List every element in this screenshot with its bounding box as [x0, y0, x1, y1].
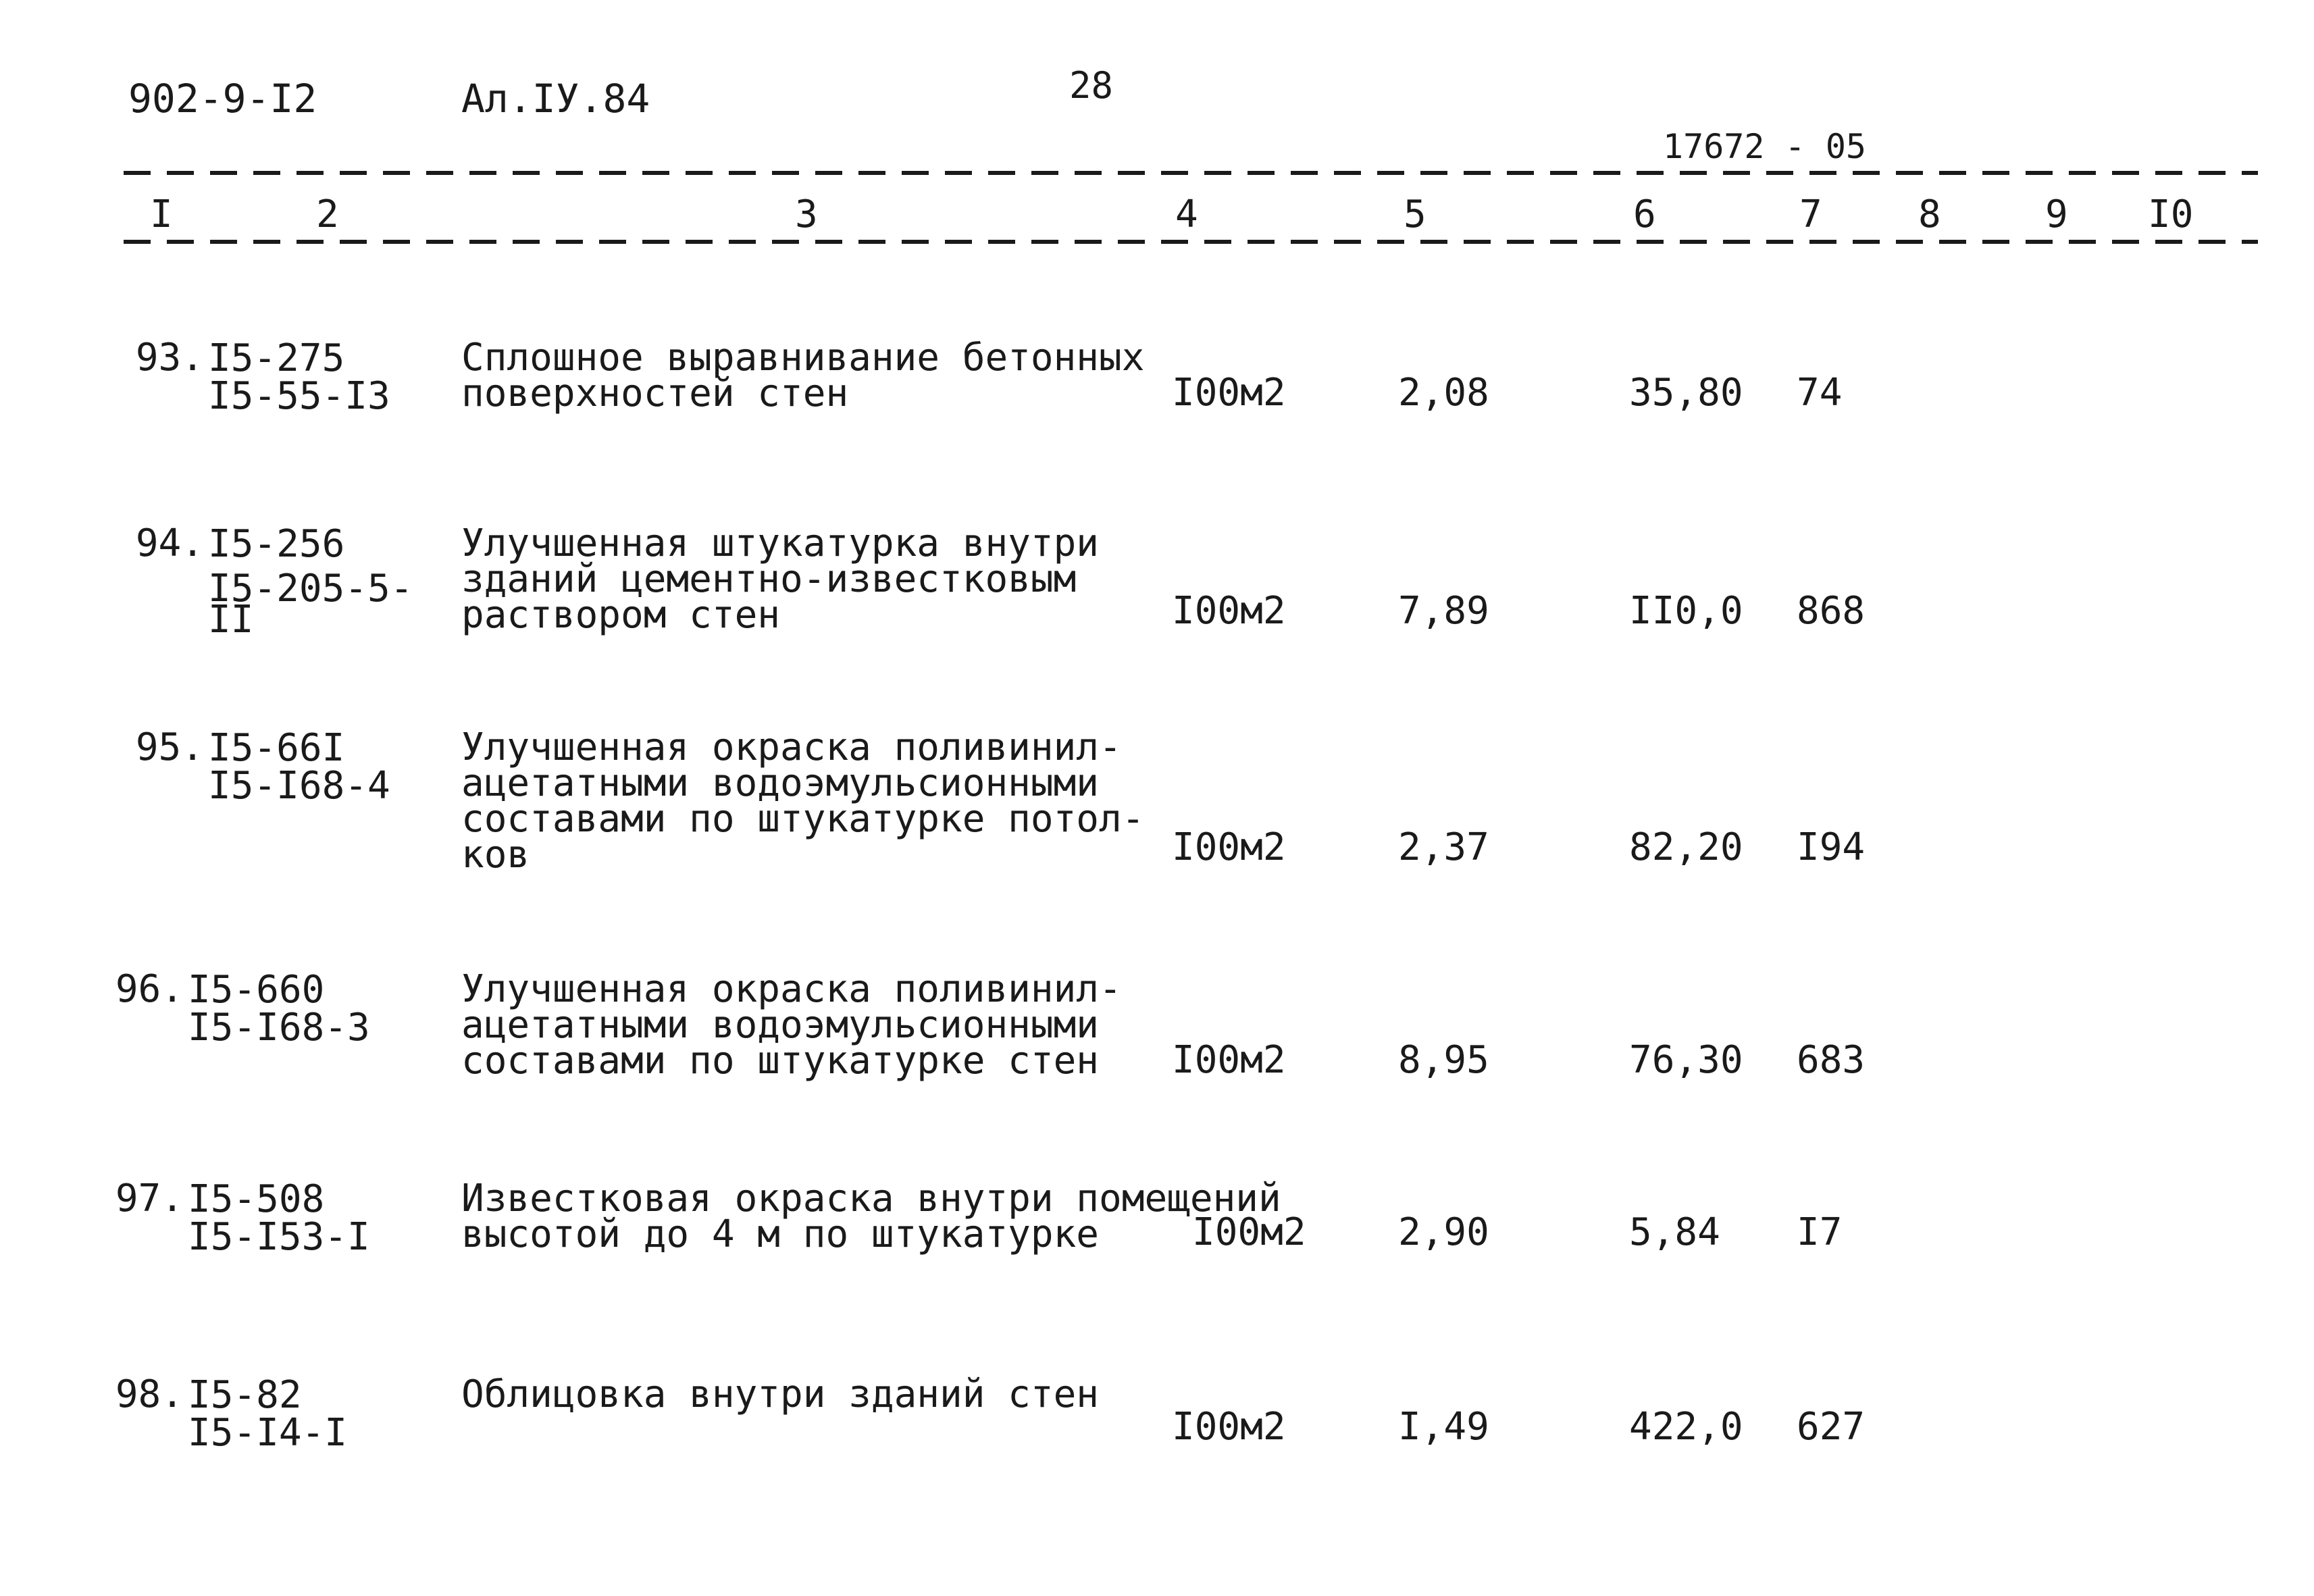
- column-number: 4: [1175, 192, 1198, 236]
- total-cell: 868: [1797, 589, 1866, 633]
- column-number: 3: [795, 192, 818, 236]
- album-number: Ал.IУ.84: [461, 76, 650, 122]
- total-cell: I94: [1797, 825, 1866, 869]
- total-cell: I7: [1797, 1210, 1843, 1254]
- header-rule-bottom: [124, 240, 2258, 244]
- unit-price-cell: 422,0: [1629, 1405, 1743, 1449]
- quantity-cell: 2,08: [1398, 371, 1489, 415]
- column-number: 8: [1918, 192, 1941, 236]
- work-description: Облицовка внутри зданий стен: [461, 1372, 1100, 1416]
- norm-codes: I5-275 I5-55-I3: [208, 336, 390, 418]
- unit-price-cell: II0,0: [1629, 589, 1743, 633]
- column-number: I0: [2148, 192, 2194, 236]
- total-cell: 683: [1797, 1038, 1866, 1082]
- document-number: 17672 - 05: [1663, 127, 1867, 166]
- column-number: 7: [1799, 192, 1822, 236]
- norm-codes: I5-66I I5-I68-4: [208, 726, 390, 808]
- column-number: 5: [1404, 192, 1426, 236]
- quantity-cell: 2,37: [1398, 825, 1489, 869]
- page-number: 28: [1069, 64, 1114, 107]
- unit-price-cell: 5,84: [1629, 1210, 1720, 1254]
- work-description: Улучшенная штукатурка внутри зданий цементно-известковым раствором стен: [461, 521, 1100, 637]
- unit-cell: I00м2: [1172, 1038, 1286, 1082]
- norm-codes: I5-508 I5-I53-I: [188, 1177, 370, 1259]
- norm-codes: I5-256 I5-205-5- II: [208, 522, 413, 642]
- norm-codes: I5-660 I5-I68-3: [188, 968, 370, 1050]
- unit-cell: I00м2: [1192, 1210, 1306, 1254]
- work-description: Известковая окраска внутри помещений высотой до 4 м по штукатурке: [461, 1177, 1281, 1256]
- quantity-cell: 8,95: [1398, 1038, 1489, 1082]
- row-number: 93.: [135, 336, 204, 380]
- total-cell: 627: [1797, 1405, 1866, 1449]
- work-description: Улучшенная окраска поливинил- ацетатными водоэмульсионными составами по штукатурке потол- ков: [461, 725, 1145, 877]
- project-code: 902-9-I2: [128, 76, 317, 122]
- column-number: I: [150, 192, 173, 236]
- quantity-cell: 7,89: [1398, 589, 1489, 633]
- unit-cell: I00м2: [1172, 371, 1286, 415]
- unit-price-cell: 76,30: [1629, 1038, 1743, 1082]
- header-rule-top: [124, 171, 2258, 175]
- unit-cell: I00м2: [1172, 1405, 1286, 1449]
- quantity-cell: I,49: [1398, 1405, 1489, 1449]
- unit-price-cell: 82,20: [1629, 825, 1743, 869]
- column-number: 6: [1633, 192, 1656, 236]
- work-description: Улучшенная окраска поливинил- ацетатными водоэмульсионными составами по штукатурке стен: [461, 967, 1122, 1083]
- row-number: 98.: [115, 1372, 184, 1416]
- total-cell: 74: [1797, 371, 1843, 415]
- unit-cell: I00м2: [1172, 825, 1286, 869]
- unit-price-cell: 35,80: [1629, 371, 1743, 415]
- row-number: 95.: [135, 725, 204, 769]
- work-description: Сплошное выравнивание бетонных поверхностей стен: [461, 336, 1145, 415]
- row-number: 96.: [115, 967, 184, 1011]
- row-number: 97.: [115, 1177, 184, 1220]
- quantity-cell: 2,90: [1398, 1210, 1489, 1254]
- column-number: 9: [2045, 192, 2068, 236]
- unit-cell: I00м2: [1172, 589, 1286, 633]
- row-number: 94.: [135, 521, 204, 565]
- norm-codes: I5-82 I5-I4-I: [188, 1373, 348, 1455]
- column-number: 2: [316, 192, 339, 236]
